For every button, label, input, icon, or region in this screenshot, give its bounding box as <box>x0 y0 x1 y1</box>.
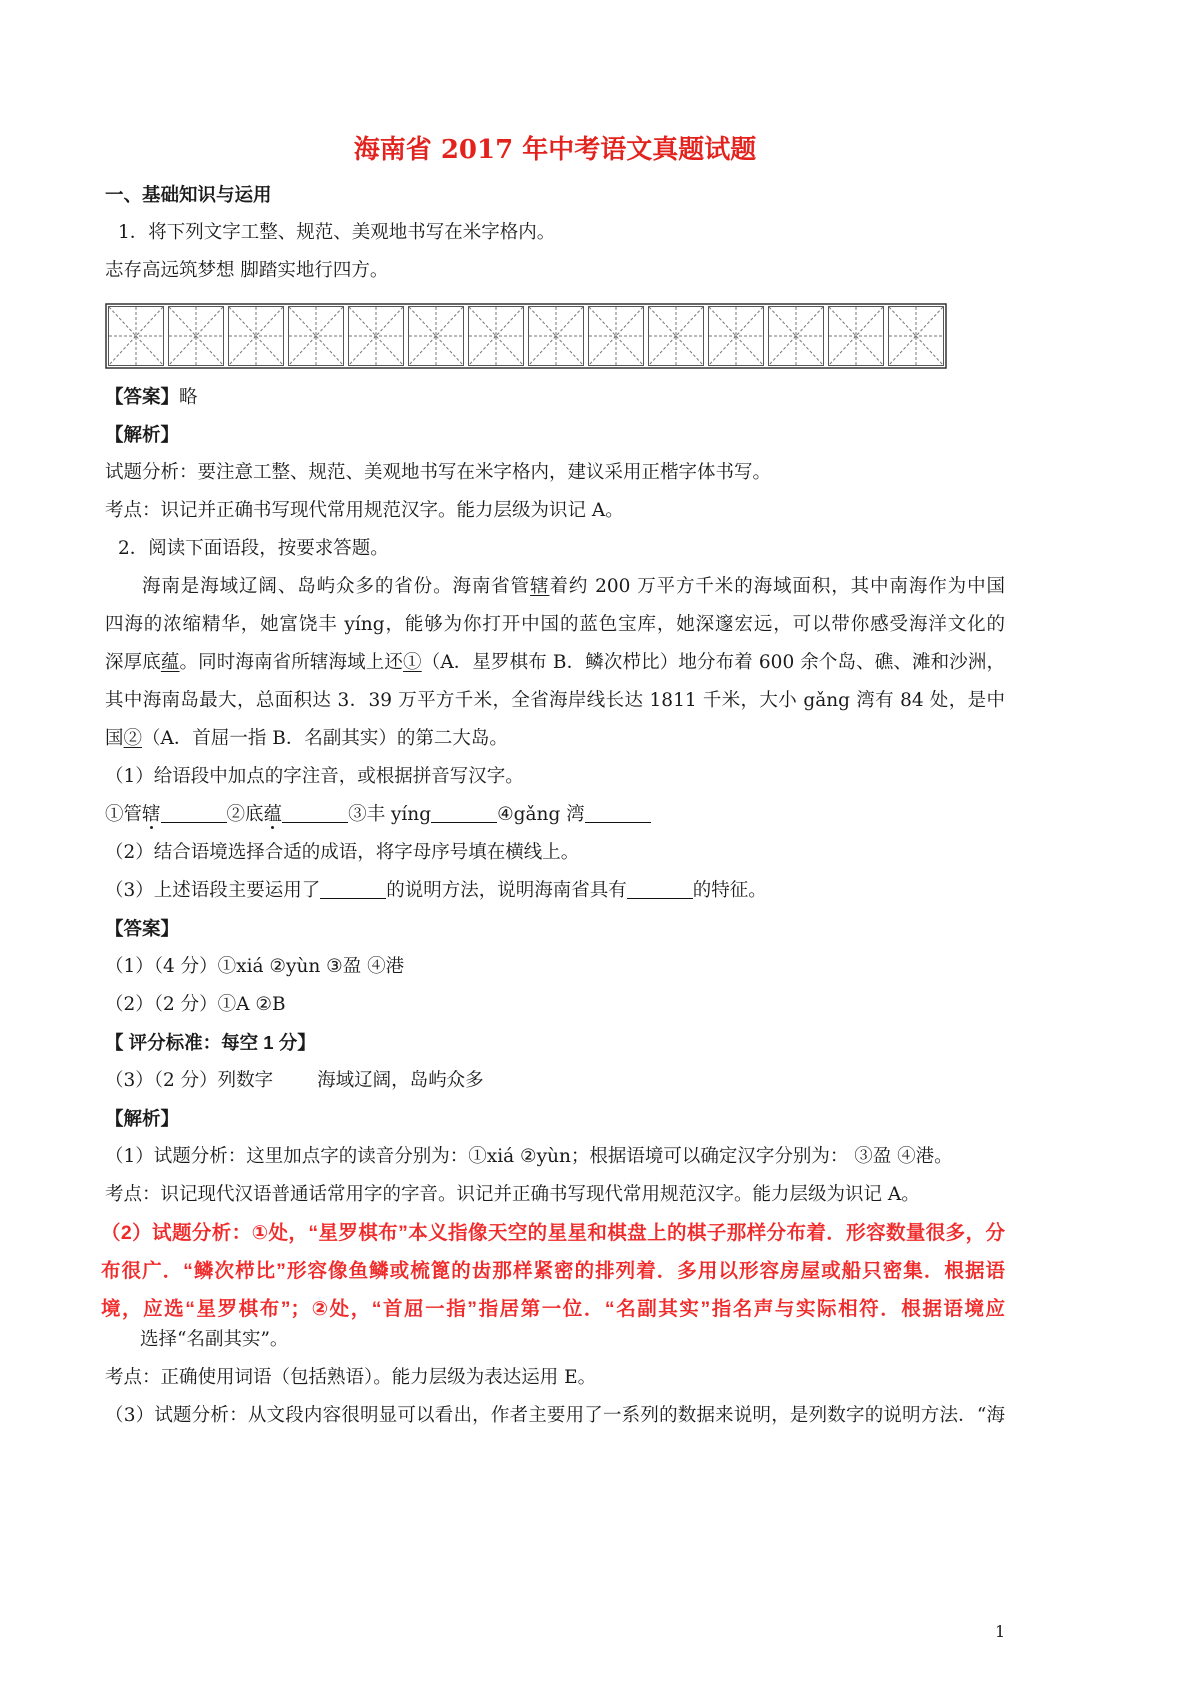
writing-grid-cell <box>289 307 344 366</box>
answer-blank <box>585 802 651 823</box>
item-text: ②底 <box>226 804 264 825</box>
analysis-label: 【解析】 <box>105 1108 180 1129</box>
passage-line <box>105 644 1005 682</box>
passage-text: （A．星罗棋布 B．鳞次栉比）地分布着 600 余个岛、礁、滩和沙洲， <box>421 652 1005 673</box>
sub-question-3-text: （3）上述语段主要运用了 <box>105 880 321 901</box>
writing-grid-cell <box>769 307 824 366</box>
answer-label: 【答案】 <box>105 386 180 407</box>
passage-text: 国 <box>105 728 124 749</box>
analysis-2-kaodian: 考点：正确使用词语（包括熟语）。能力层级为表达运用 E。 <box>105 1367 597 1388</box>
passage-line <box>105 682 1005 720</box>
writing-grid-cell <box>169 307 224 366</box>
answer-1: （1）（4 分）①xiá ②yùn ③盈 ④港 <box>105 956 405 977</box>
sub-question-3-text: 的特征。 <box>692 880 767 901</box>
analysis-2-tail: 选择“名副其实”。 <box>140 1329 289 1350</box>
question-1-prompt: 1．将下列文字工整、规范、美观地书写在米字格内。 <box>118 222 556 243</box>
analysis-label: 【解析】 <box>105 424 180 445</box>
analysis-1: （1）试题分析：这里加点字的读音分别为：①xiá ②yùn；根据语境可以确定汉字分别为： ③盈 ④港。 <box>105 1146 953 1167</box>
section-heading: 一、基础知识与运用 <box>105 184 272 205</box>
passage-line <box>105 568 1005 606</box>
document-page <box>101 130 1005 1435</box>
passage-text: 海南是海域辽阔、岛屿众多的省份。海南省管 <box>142 576 531 597</box>
item-text: ③丰 yíng <box>348 804 432 825</box>
question-1-kaodian: 考点：识记并正确书写现代常用规范汉字。能力层级为识记 A。 <box>105 500 624 521</box>
writing-grid-cell <box>889 307 944 366</box>
dotted-character: 蕴 <box>263 804 283 825</box>
sub-question-1: （1）给语段中加点的字注音，或根据拼音写汉字。 <box>105 766 524 787</box>
answer-blank <box>161 802 227 823</box>
question-1-answer <box>105 378 1005 416</box>
answer-blank <box>627 878 693 899</box>
writing-grid-cell <box>529 307 584 366</box>
writing-grid-cell <box>109 307 164 366</box>
answer-3-method: （3）（2 分）列数字 <box>105 1070 274 1091</box>
sub-question-3-text: 的说明方法，说明海南省具有 <box>386 880 627 901</box>
answer-label: 【答案】 <box>105 918 180 939</box>
writing-grid-cell <box>349 307 404 366</box>
marked-character: 辖 <box>530 576 550 597</box>
analysis-3: （3）试题分析：从文段内容很明显可以看出，作者主要用了一系列的数据来说明，是列数字的说明方法．“海 <box>105 1405 1005 1426</box>
analysis-2-highlight-line: 境，应选“星罗棋布”；②处，“首屈一指”指居第一位．“名副其实”指名声与实际相符．根据语境应 <box>101 1298 1005 1320</box>
mizige-grid-svg <box>105 303 947 369</box>
marked-character: 蕴 <box>160 652 180 673</box>
writing-grid-cell <box>829 307 884 366</box>
passage-text: 四海的浓缩精华，她富饶丰 yíng，能够为你打开中国的蓝色宝库，她深邃宏远，可以带你感受海洋文化的 <box>105 614 1005 635</box>
dotted-character: 辖 <box>142 804 161 825</box>
writing-grid-cell <box>409 307 464 366</box>
analysis-2-highlight-line: （2）试题分析：①处，“星罗棋布”本义指像天空的星星和棋盘上的棋子那样分布着．形容数量很多，分 <box>101 1222 1005 1244</box>
passage-line <box>105 720 1005 758</box>
writing-grid-cell <box>469 307 524 366</box>
passage-line <box>105 606 1005 644</box>
sub-question-1-items <box>105 796 1005 834</box>
answer-text: 略 <box>179 387 198 408</box>
passage-text: （A．首屈一指 B．名副其实）的第二大岛。 <box>142 728 508 749</box>
writing-grid-cell <box>589 307 644 366</box>
question-1-copy-text: 志存高远筑梦想 脚踏实地行四方。 <box>105 260 389 281</box>
question-1-analysis: 试题分析：要注意工整、规范、美观地书写在米字格内，建议采用正楷字体书写。 <box>105 462 772 483</box>
question-2-prompt: 2．阅读下面语段，按要求答题。 <box>118 538 389 559</box>
blank-marker-2: ② <box>123 728 143 749</box>
item-text: ①管 <box>105 804 143 825</box>
writing-grid-cell <box>649 307 704 366</box>
mizige-writing-grid <box>105 290 1005 378</box>
sub-question-2: （2）结合语境选择合适的成语，将字母序号填在横线上。 <box>105 842 580 863</box>
sub-question-3 <box>105 872 1005 910</box>
answer-blank <box>431 802 497 823</box>
passage-text: 。同时海南省所辖海域上还 <box>179 652 404 673</box>
writing-grid-cell <box>229 307 284 366</box>
passage-text: 其中海南岛最大，总面积达 3．39 万平方千米，全省海岸线长达 1811 千米，大小 gǎng 湾有 84 处，是中 <box>105 690 1005 711</box>
scoring-standard: 【 评分标准：每空 1 分】 <box>105 1032 316 1053</box>
writing-grid-cell <box>709 307 764 366</box>
item-text: ④gǎng 湾 <box>497 804 585 825</box>
answer-3-feature: 海域辽阔，岛屿众多 <box>317 1070 484 1091</box>
analysis-1-kaodian: 考点：识记现代汉语普通话常用字的字音。识记并正确书写现代常用规范汉字。能力层级为识记 A。 <box>105 1184 920 1205</box>
passage-text: 着约 200 万平方千米的海域面积，其中南海作为中国 <box>549 576 1005 597</box>
passage-text: 深厚底 <box>105 652 161 673</box>
page-title: 海南省 2017 年中考语文真题试题 <box>353 135 757 165</box>
answer-2: （2）（2 分）①A ②B <box>105 994 286 1015</box>
analysis-2-highlight-line: 布很广．“鳞次栉比”形容像鱼鳞或梳篦的齿那样紧密的排列着．多用以形容房屋或船只密集．根据语 <box>101 1260 1005 1282</box>
answer-3 <box>105 1062 1005 1100</box>
page-number: 1 <box>995 1622 1006 1641</box>
answer-blank <box>320 878 386 899</box>
blank-marker-1: ① <box>403 652 422 673</box>
answer-blank <box>282 802 348 823</box>
